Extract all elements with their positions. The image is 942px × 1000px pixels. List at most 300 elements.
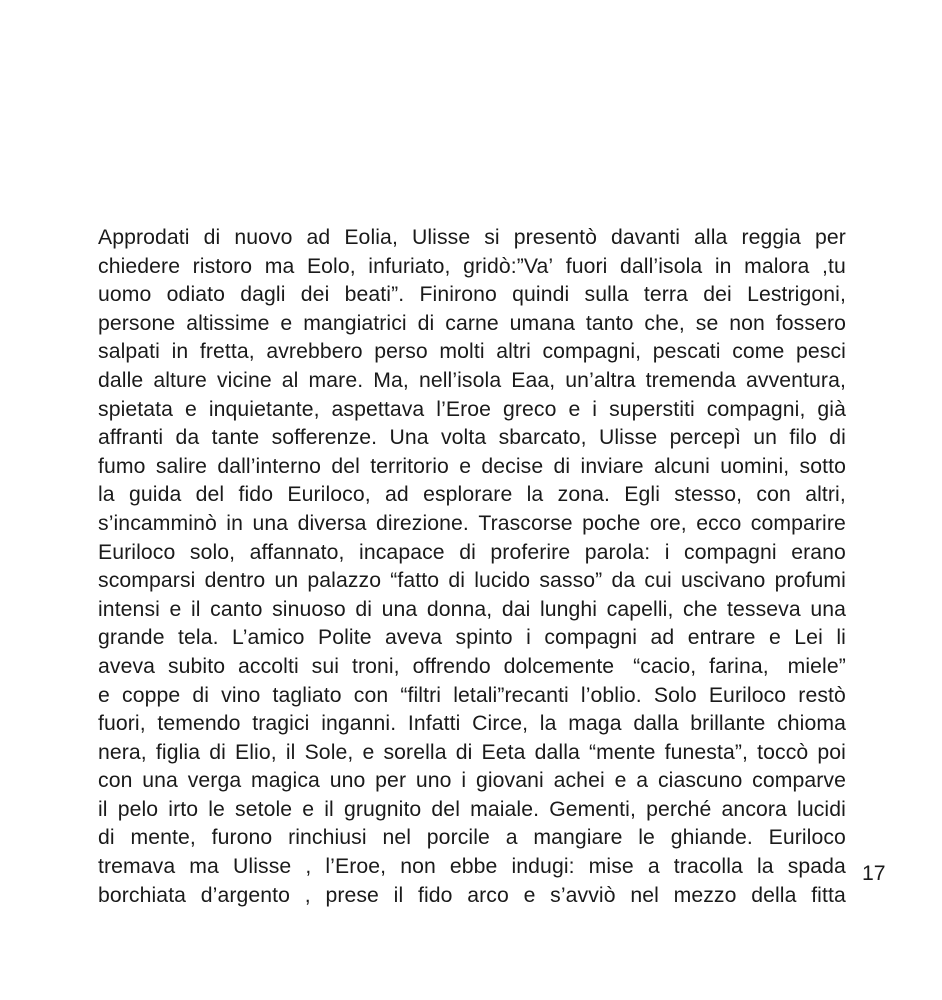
word: un’altra (565, 368, 636, 392)
word: dall’isola (620, 254, 703, 278)
body-text-line (98, 824, 846, 853)
word: “mente (589, 740, 656, 764)
word: altri, (805, 483, 846, 507)
word: il (285, 740, 296, 764)
word: fitta (811, 883, 846, 907)
word: a (636, 769, 649, 793)
word: di (455, 740, 473, 764)
body-text-block (98, 224, 846, 910)
word: odiato (166, 283, 225, 307)
word: alture (153, 368, 207, 392)
word: altissime (186, 311, 270, 335)
word: verga (187, 769, 242, 793)
word: “cacio, (633, 654, 697, 678)
word: del (195, 483, 225, 507)
word: miele” (787, 654, 846, 678)
word: grugnito (343, 797, 422, 821)
word: salpati (98, 340, 160, 364)
word: sulla (584, 283, 629, 307)
word: d’argento (200, 883, 291, 907)
word: reggia (741, 226, 801, 249)
word: si (484, 226, 500, 249)
word: “filtri (400, 683, 442, 707)
word: con (353, 683, 389, 707)
word: umana (509, 311, 575, 335)
word: tela. (178, 626, 219, 650)
word: Eolo, (306, 254, 356, 278)
word: uno (415, 769, 452, 793)
word: volta (440, 426, 487, 450)
word: Polite (318, 626, 372, 650)
word: il (324, 797, 334, 821)
word: capelli, (606, 597, 674, 621)
body-text-line (98, 253, 846, 282)
word: da (175, 426, 200, 450)
word: tragici (252, 712, 310, 736)
word: solo, (189, 540, 236, 564)
body-text-line (98, 596, 846, 625)
word: Egli (624, 483, 660, 507)
word: come (732, 340, 785, 364)
word: e (98, 683, 110, 707)
word: per (814, 226, 846, 249)
word: pescati (652, 340, 721, 364)
word: tesseva (727, 597, 801, 621)
word: tracolla (673, 855, 743, 879)
word: Eeta (481, 740, 526, 764)
word: scomparsi (98, 569, 196, 593)
word: beati”. (344, 283, 405, 307)
word: avrebbero (266, 340, 363, 364)
word: e (459, 454, 472, 478)
word: inquietante, (208, 397, 320, 421)
word: uscivano (680, 569, 766, 593)
word: borchiata (98, 883, 187, 907)
word: e (362, 740, 375, 764)
word: achei (553, 769, 605, 793)
word: poche (582, 511, 641, 535)
word: se (695, 311, 719, 335)
word: pesci (796, 340, 846, 364)
word: territorio (370, 454, 449, 478)
word: e (523, 883, 536, 907)
word: nel (382, 826, 412, 850)
word: sbarcato, (498, 426, 587, 450)
word: funesta”, (664, 740, 749, 764)
word: mezzo (673, 883, 737, 907)
body-text-line (98, 882, 846, 911)
word: l’Eroe, (325, 855, 387, 879)
word: Circe, (472, 712, 529, 736)
word: da (611, 569, 636, 593)
word: una (810, 597, 846, 621)
word: , (305, 855, 312, 879)
word: una (381, 597, 418, 621)
word: fuori (565, 254, 608, 278)
word: entrare (687, 626, 756, 650)
word: perché (646, 797, 712, 821)
word: ad (650, 626, 675, 650)
word: non (729, 311, 765, 335)
word: e (184, 397, 197, 421)
word: una (142, 769, 178, 793)
word: ancora (721, 797, 787, 821)
body-text-line (98, 281, 846, 310)
word: zona. (557, 483, 610, 507)
word: magica (251, 769, 320, 793)
word: prese (325, 883, 379, 907)
word: Ulisse (411, 226, 471, 249)
word: filo (789, 426, 817, 450)
word: Euriloco, (287, 483, 371, 507)
word: dagli (240, 283, 286, 307)
word: Euriloco (708, 683, 787, 707)
word: farina, (709, 654, 775, 678)
word: sasso” (539, 569, 603, 593)
word: spada (787, 855, 846, 879)
word: presentò (513, 226, 598, 249)
word: e (302, 797, 315, 821)
word: aspettava (331, 397, 425, 421)
word: terra (643, 283, 688, 307)
word: L’amico (232, 626, 305, 650)
word: spinto (455, 626, 513, 650)
word: mangiare (533, 826, 623, 850)
word: dolcemente (503, 654, 621, 678)
word: proferire (490, 540, 571, 564)
word: poi (817, 740, 846, 764)
word: del (431, 797, 460, 821)
word: comparire (750, 511, 846, 535)
word: Sole, (304, 740, 354, 764)
word: ma (264, 254, 295, 278)
word: le (638, 826, 655, 850)
word: li (836, 626, 846, 650)
word: Euriloco (98, 540, 176, 564)
word: dalla (534, 740, 580, 764)
word: in (171, 340, 189, 364)
word: Lestrigoni, (747, 283, 846, 307)
body-text-line (98, 224, 846, 253)
word: temendo (157, 712, 241, 736)
word: di (829, 426, 846, 450)
word: furono (211, 826, 273, 850)
word: Eolia, (344, 226, 398, 249)
word: ma (189, 855, 219, 879)
word: compagni (544, 626, 638, 650)
word: , (304, 883, 311, 907)
word: aveva (98, 654, 156, 678)
word: dentro (204, 569, 266, 593)
body-text-line (98, 567, 846, 596)
word: aveva (385, 626, 443, 650)
word: palazzo (307, 569, 382, 593)
word: dall’interno (217, 454, 322, 478)
word: restò (798, 683, 846, 707)
body-text-line (98, 682, 846, 711)
word: incapace (359, 540, 445, 564)
word: “fatto (390, 569, 440, 593)
word: Eaa, (511, 368, 556, 392)
word: nera, (98, 740, 147, 764)
word: ciascuno (657, 769, 743, 793)
word: Una (389, 426, 429, 450)
word: troni, (351, 654, 400, 678)
word: maga (568, 712, 622, 736)
word: infuriato, (368, 254, 451, 278)
body-text-line (98, 853, 846, 882)
word: già (817, 397, 846, 421)
word: affannato, (249, 540, 345, 564)
word: compagni, (706, 397, 806, 421)
word: setole (235, 797, 293, 821)
word: dei (300, 283, 330, 307)
word: ghiande. (670, 826, 753, 850)
word: figlia (155, 740, 201, 764)
word: dalla (633, 712, 679, 736)
body-text-line (98, 796, 846, 825)
word: tagliato (272, 683, 342, 707)
word: Ulisse (598, 426, 658, 450)
word: mare. (308, 368, 364, 392)
body-text-line (98, 424, 846, 453)
word: e (280, 311, 293, 335)
word: di (192, 683, 210, 707)
word: di (417, 311, 435, 335)
word: davanti (611, 226, 681, 249)
word: il (393, 883, 404, 907)
word: ristoro (192, 254, 253, 278)
word: della (751, 883, 797, 907)
word: l’oblio. (580, 683, 642, 707)
word: in (714, 254, 732, 278)
word: ecco (696, 511, 742, 535)
word: Euriloco (768, 826, 846, 850)
word: mise (588, 855, 634, 879)
word: un (274, 569, 299, 593)
word: toccò (757, 740, 809, 764)
word: parola: (584, 540, 651, 564)
word: il (98, 797, 108, 821)
word: i (664, 540, 670, 564)
word: carne (445, 311, 499, 335)
word: uno (329, 769, 366, 793)
word: quindi (512, 283, 570, 307)
word: di (209, 740, 226, 764)
word: letali”recanti (453, 683, 569, 707)
word: chiedere (98, 254, 181, 278)
word: coppe (122, 683, 181, 707)
word: molti (439, 340, 485, 364)
word: e (768, 626, 781, 650)
word: sinuoso (272, 597, 346, 621)
word: nuovo (234, 226, 293, 249)
word: cui (644, 569, 672, 593)
word: ,tu (822, 254, 846, 278)
word: vino (221, 683, 261, 707)
word: canto (210, 597, 263, 621)
word: sofferenze. (271, 426, 378, 450)
body-text-line (98, 710, 846, 739)
word: i (461, 769, 467, 793)
word: nell’isola (418, 368, 502, 392)
body-text-line (98, 653, 846, 682)
page-number: 17 (862, 862, 886, 885)
word: di (459, 540, 476, 564)
word: inviare (580, 454, 644, 478)
word: di (203, 226, 221, 249)
word: indugi: (511, 855, 575, 879)
word: una (252, 511, 289, 535)
word: lucido (474, 569, 531, 593)
word: grande (98, 626, 165, 650)
word: tante (211, 426, 260, 450)
body-text-line (98, 767, 846, 796)
word: dalle (98, 368, 144, 392)
word: brillante (690, 712, 766, 736)
word: la (98, 483, 115, 507)
word: i (526, 626, 531, 650)
word: inganni. (321, 712, 397, 736)
word: Ulisse (232, 855, 292, 879)
word: greco (503, 397, 557, 421)
word: altri (496, 340, 531, 364)
word: di (553, 454, 571, 478)
word: non (400, 855, 436, 879)
word: lucidi (797, 797, 846, 821)
word: gridò:”Va’ (463, 254, 554, 278)
word: affranti (98, 426, 164, 450)
word: sotto (799, 454, 846, 478)
word: s’incamminò (98, 511, 217, 535)
word: a (505, 826, 518, 850)
word: nel (630, 883, 659, 907)
word: la (526, 483, 544, 507)
word: offrendo (412, 654, 491, 678)
word: erano (791, 540, 846, 564)
word: del (331, 454, 360, 478)
body-text-line (98, 539, 846, 568)
word: di (355, 597, 373, 621)
word: stesso, (674, 483, 743, 507)
word: malora (744, 254, 810, 278)
word: fumo (98, 454, 146, 478)
word: alla (694, 226, 728, 249)
word: intensi (98, 597, 160, 621)
word: di (98, 826, 115, 850)
word: un (753, 426, 778, 450)
body-text-line (98, 396, 846, 425)
word: che, (644, 311, 685, 335)
word: decise (481, 454, 544, 478)
word: che (683, 597, 718, 621)
word: in (226, 511, 243, 535)
word: profumi (774, 569, 846, 593)
word: Ma, (373, 368, 409, 392)
word: tremenda (645, 368, 736, 392)
word: di (448, 569, 466, 593)
word: alcuni (653, 454, 710, 478)
word: persone (98, 311, 176, 335)
word: compagni (684, 540, 777, 564)
word: mente, (130, 826, 196, 850)
word: fuori, (98, 712, 146, 736)
word: comparve (752, 769, 846, 793)
word: Trascorse (478, 511, 573, 535)
word: Infatti (407, 712, 461, 736)
word: l’Eroe (436, 397, 492, 421)
word: al (281, 368, 299, 392)
word: le (208, 797, 225, 821)
word: donna, (426, 597, 493, 621)
word: sorella (383, 740, 447, 764)
word: Gementi, (549, 797, 636, 821)
word: Solo (653, 683, 697, 707)
body-text-line (98, 310, 846, 339)
word: superstiti (609, 397, 695, 421)
word: con (756, 483, 791, 507)
word: fretta, (199, 340, 255, 364)
word: accolti (238, 654, 299, 678)
word: dei (703, 283, 732, 307)
word: avventura, (746, 368, 846, 392)
body-text-line (98, 624, 846, 653)
word: compagni, (542, 340, 642, 364)
word: subito (167, 654, 226, 678)
word: s’avviò (550, 883, 616, 907)
word: e (568, 397, 581, 421)
word: ad (306, 226, 331, 249)
word: il (190, 597, 201, 621)
word: esplorare (423, 483, 513, 507)
word: fido (417, 883, 453, 907)
word: uomo (98, 283, 152, 307)
word: arco (467, 883, 509, 907)
word: ad (385, 483, 409, 507)
word: mangiatrici (303, 311, 407, 335)
word: sui (311, 654, 340, 678)
body-text-line (98, 481, 846, 510)
word: percepì (669, 426, 741, 450)
word: maiale. (470, 797, 540, 821)
word: con (98, 769, 133, 793)
word: tremava (98, 855, 176, 879)
word: e (169, 597, 182, 621)
body-text-line (98, 739, 846, 768)
word: rinchiusi (288, 826, 367, 850)
word: diversa (297, 511, 367, 535)
word: la (539, 712, 557, 736)
word: vicine (216, 368, 272, 392)
word: Finirono (419, 283, 497, 307)
word: per (375, 769, 407, 793)
word: porcile (426, 826, 490, 850)
word: guida (129, 483, 182, 507)
word: a (647, 855, 660, 879)
word: chioma (777, 712, 846, 736)
word: Approdati (98, 226, 190, 249)
word: fido (238, 483, 274, 507)
body-text-line (98, 367, 846, 396)
word: pelo (117, 797, 159, 821)
body-text-line (98, 453, 846, 482)
word: la (756, 855, 774, 879)
word: direzione. (376, 511, 469, 535)
word: giovani (475, 769, 544, 793)
word: spietata (98, 397, 174, 421)
word: lunghi (539, 597, 598, 621)
body-text-line (98, 338, 846, 367)
